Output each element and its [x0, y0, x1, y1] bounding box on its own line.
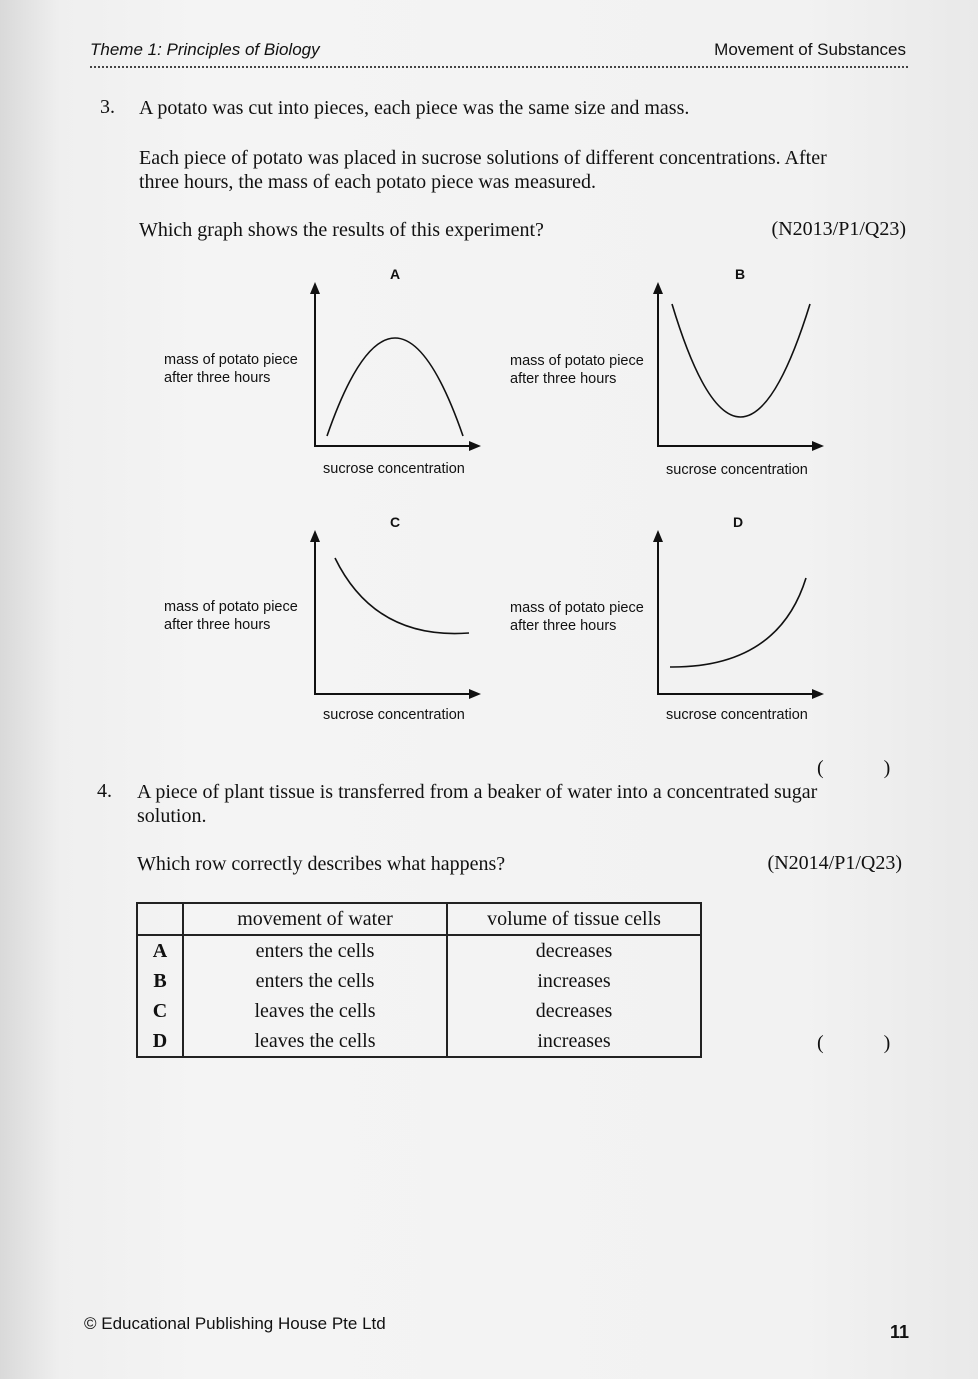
graph-a-ylabel-line2: after three hours — [164, 370, 271, 386]
graph-c-y-arrow — [310, 530, 320, 542]
table-header-row — [137, 903, 701, 935]
table-row-letter: B — [137, 966, 183, 996]
graph-c-x-arrow — [469, 689, 481, 699]
table-header-movement: movement of water — [183, 903, 447, 935]
footer-copyright: © Educational Publishing House Pte Ltd — [84, 1314, 386, 1333]
table-row — [137, 1026, 701, 1057]
table-row-movement: enters the cells — [183, 966, 447, 996]
question-4-number: 4. — [97, 780, 112, 802]
graph-b-ylabel-line1: mass of potato piece — [510, 353, 644, 369]
graph-c-curve — [335, 558, 469, 634]
table-row-volume: increases — [447, 1026, 701, 1057]
graph-d-xlabel: sucrose concentration — [666, 707, 808, 723]
graph-c-axes — [315, 536, 475, 694]
graph-b-x-arrow — [812, 441, 824, 451]
graph-c-xlabel: sucrose concentration — [323, 707, 465, 723]
table-row — [137, 966, 701, 996]
question-4-answer-bracket[interactable]: ( ) — [817, 1032, 891, 1054]
answer-table — [136, 902, 702, 1058]
graph-c-ylabel-line2: after three hours — [164, 617, 271, 633]
question-4-prompt: Which row correctly describes what happens? — [137, 853, 506, 875]
table-row — [137, 935, 701, 966]
graph-c-plot — [305, 528, 485, 700]
table-header-blank — [137, 903, 183, 935]
graph-d-x-arrow — [812, 689, 824, 699]
graph-d-plot — [648, 528, 828, 700]
table-row-movement: leaves the cells — [183, 996, 447, 1026]
table-row-volume: decreases — [447, 996, 701, 1026]
graph-d-ylabel-line2: after three hours — [510, 618, 617, 634]
question-3-number: 3. — [100, 96, 115, 118]
question-4-line2: solution. — [137, 805, 207, 827]
graph-d-letter: D — [733, 514, 744, 530]
graph-b-ylabel-line2: after three hours — [510, 371, 617, 387]
header-topic: Movement of Substances — [714, 40, 906, 59]
question-3-para2-line1: Each piece of potato was placed in sucrose solutions of different concentrations. After — [139, 147, 827, 169]
graph-b-y-arrow — [653, 282, 663, 294]
question-4-reference: (N2014/P1/Q23) — [767, 852, 902, 874]
header-theme: Theme 1: Principles of Biology — [90, 40, 320, 59]
question-3-para2-line2: three hours, the mass of each potato piece was measured. — [139, 171, 597, 193]
question-4-line1: A piece of plant tissue is transferred from a beaker of water into a concentrated sugar — [137, 781, 818, 803]
page-number: 11 — [890, 1322, 910, 1342]
graph-d-axes — [658, 536, 818, 694]
graph-b-plot — [648, 280, 828, 452]
graph-a-axes — [315, 288, 475, 446]
graph-a-xlabel: sucrose concentration — [323, 461, 465, 477]
graph-a-plot — [305, 280, 485, 452]
table-header-volume: volume of tissue cells — [447, 903, 701, 935]
graph-b-curve — [672, 304, 810, 417]
graph-a-letter: A — [390, 266, 401, 282]
question-3-prompt: Which graph shows the results of this experiment? — [139, 219, 544, 241]
graph-d-y-arrow — [653, 530, 663, 542]
question-3-reference: (N2013/P1/Q23) — [771, 218, 906, 240]
graph-a-ylabel-line1: mass of potato piece — [164, 352, 298, 368]
question-3-answer-bracket[interactable]: ( ) — [817, 757, 891, 779]
table-row — [137, 996, 701, 1026]
graph-c-ylabel-line1: mass of potato piece — [164, 599, 298, 615]
table-row-movement: enters the cells — [183, 935, 447, 966]
graph-d-ylabel-line1: mass of potato piece — [510, 600, 644, 616]
graph-b-letter: B — [735, 266, 746, 282]
graph-a-curve — [327, 338, 463, 436]
question-3-line1: A potato was cut into pieces, each piece was the same size and mass. — [139, 97, 690, 119]
table-row-volume: decreases — [447, 935, 701, 966]
graph-a-y-arrow — [310, 282, 320, 294]
table-row-volume: increases — [447, 966, 701, 996]
graph-d-curve — [670, 578, 806, 667]
table-row-letter: C — [137, 996, 183, 1026]
table-row-letter: D — [137, 1026, 183, 1057]
table-row-movement: leaves the cells — [183, 1026, 447, 1057]
header-divider — [90, 66, 908, 68]
graph-b-axes — [658, 288, 818, 446]
graph-c-letter: C — [390, 514, 401, 530]
graph-a-x-arrow — [469, 441, 481, 451]
graph-b-xlabel: sucrose concentration — [666, 462, 808, 478]
table-row-letter: A — [137, 935, 183, 966]
